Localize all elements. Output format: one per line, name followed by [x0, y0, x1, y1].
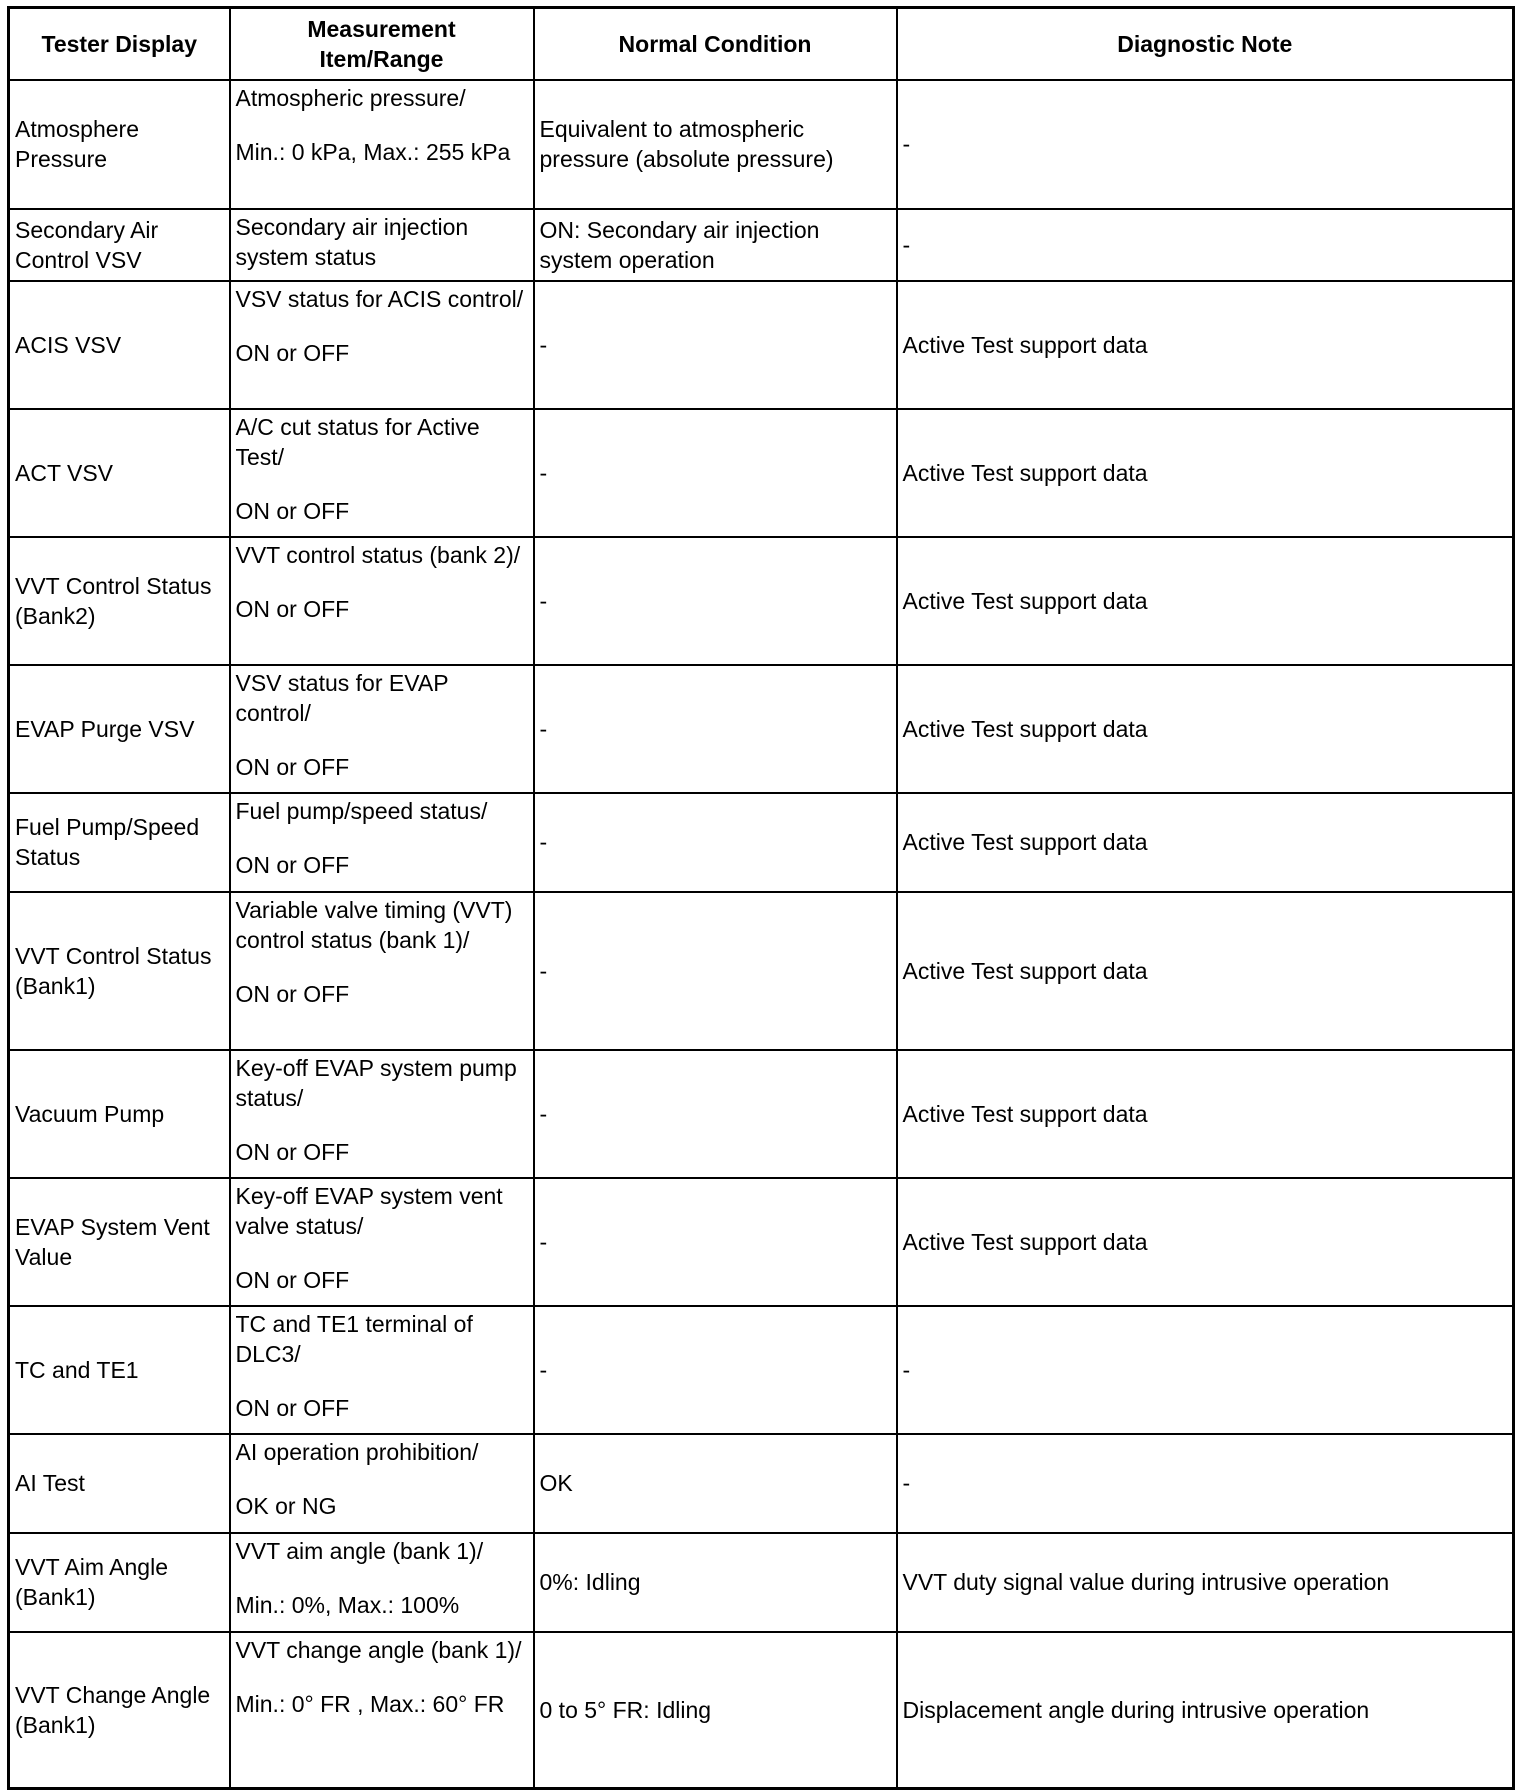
cell-diagnostic-note: -: [897, 1306, 1514, 1434]
measurement-item: VVT control status (bank 2)/: [235, 541, 521, 568]
cell-tester-display: EVAP System Vent Value: [9, 1178, 230, 1306]
measurement-range: Min.: 0%, Max.: 100%: [235, 1591, 460, 1618]
cell-diagnostic-note: Active Test support data: [897, 281, 1514, 409]
diagnostic-data-table: [7, 6, 1515, 1790]
cell-measurement-item-range: [230, 80, 534, 209]
measurement-item: VSV status for EVAP control/: [235, 669, 449, 726]
cell-measurement-item-range: [230, 409, 534, 537]
table-row: [9, 281, 1514, 409]
cell-measurement-item-range: [230, 1632, 534, 1789]
cell-measurement-item-range: [230, 537, 534, 665]
cell-tester-display: EVAP Purge VSV: [9, 665, 230, 793]
cell-normal-condition: -: [534, 537, 897, 665]
cell-tester-display: Atmosphere Pressure: [9, 80, 230, 209]
cell-diagnostic-note: -: [897, 209, 1514, 281]
cell-diagnostic-note: Active Test support data: [897, 537, 1514, 665]
cell-tester-display: ACT VSV: [9, 409, 230, 537]
measurement-item: AI operation prohibition/: [235, 1438, 479, 1465]
measurement-item: VVT change angle (bank 1)/: [235, 1636, 522, 1663]
cell-tester-display: VVT Change Angle (Bank1): [9, 1632, 230, 1789]
measurement-item: Secondary air injection system status: [235, 213, 469, 270]
measurement-range: ON or OFF: [235, 339, 350, 366]
measurement-range: ON or OFF: [235, 851, 350, 878]
cell-measurement-item-range: [230, 892, 534, 1050]
table-row: [9, 892, 1514, 1050]
measurement-range: ON or OFF: [235, 1266, 350, 1293]
cell-diagnostic-note: Displacement angle during intrusive operation: [897, 1632, 1514, 1789]
measurement-item: Fuel pump/speed status/: [235, 797, 488, 824]
cell-measurement-item-range: [230, 665, 534, 793]
cell-tester-display: ACIS VSV: [9, 281, 230, 409]
table-row: [9, 1632, 1514, 1789]
cell-normal-condition: -: [534, 892, 897, 1050]
measurement-range: ON or OFF: [235, 1394, 350, 1421]
cell-measurement-item-range: [230, 1178, 534, 1306]
cell-measurement-item-range: [230, 1306, 534, 1434]
table-row: [9, 537, 1514, 665]
cell-normal-condition: -: [534, 1050, 897, 1178]
cell-tester-display: VVT Aim Angle (Bank1): [9, 1533, 230, 1632]
header-normal-condition: Normal Condition: [534, 8, 897, 80]
cell-diagnostic-note: Active Test support data: [897, 665, 1514, 793]
cell-measurement-item-range: [230, 281, 534, 409]
cell-normal-condition: -: [534, 1178, 897, 1306]
measurement-item: VSV status for ACIS control/: [235, 285, 524, 312]
cell-diagnostic-note: Active Test support data: [897, 793, 1514, 892]
cell-normal-condition: -: [534, 281, 897, 409]
measurement-item: VVT aim angle (bank 1)/: [235, 1537, 484, 1564]
header-row: [9, 8, 1514, 80]
cell-tester-display: Vacuum Pump: [9, 1050, 230, 1178]
cell-diagnostic-note: VVT duty signal value during intrusive operation: [897, 1533, 1514, 1632]
cell-normal-condition: -: [534, 1306, 897, 1434]
header-measurement-item-range: Measurement Item/Range: [230, 8, 534, 80]
cell-measurement-item-range: [230, 1533, 534, 1632]
cell-diagnostic-note: Active Test support data: [897, 1178, 1514, 1306]
cell-tester-display: Secondary Air Control VSV: [9, 209, 230, 281]
cell-diagnostic-note: Active Test support data: [897, 409, 1514, 537]
measurement-range: ON or OFF: [235, 595, 350, 622]
measurement-item: Key-off EVAP system vent valve status/: [235, 1182, 503, 1239]
table-row: [9, 665, 1514, 793]
table-row: [9, 793, 1514, 892]
cell-diagnostic-note: -: [897, 80, 1514, 209]
cell-normal-condition: -: [534, 665, 897, 793]
measurement-range: Min.: 0° FR , Max.: 60° FR: [235, 1690, 505, 1717]
measurement-range: OK or NG: [235, 1492, 337, 1519]
measurement-range: ON or OFF: [235, 1138, 350, 1165]
measurement-item: Key-off EVAP system pump status/: [235, 1054, 517, 1111]
cell-tester-display: VVT Control Status (Bank2): [9, 537, 230, 665]
cell-measurement-item-range: [230, 793, 534, 892]
table-row: [9, 80, 1514, 209]
measurement-range: ON or OFF: [235, 753, 350, 780]
measurement-item: Variable valve timing (VVT) control status (bank 1)/: [235, 896, 513, 953]
table-row: [9, 409, 1514, 537]
measurement-range: Min.: 0 kPa, Max.: 255 kPa: [235, 138, 511, 165]
cell-diagnostic-note: Active Test support data: [897, 1050, 1514, 1178]
table-row: [9, 1434, 1514, 1533]
cell-normal-condition: 0 to 5° FR: Idling: [534, 1632, 897, 1789]
cell-normal-condition: -: [534, 409, 897, 537]
cell-tester-display: AI Test: [9, 1434, 230, 1533]
cell-normal-condition: Equivalent to atmospheric pressure (absolute pressure): [534, 80, 897, 209]
cell-normal-condition: OK: [534, 1434, 897, 1533]
cell-diagnostic-note: -: [897, 1434, 1514, 1533]
header-diagnostic-note: Diagnostic Note: [897, 8, 1514, 80]
cell-normal-condition: ON: Secondary air injection system operation: [534, 209, 897, 281]
cell-diagnostic-note: Active Test support data: [897, 892, 1514, 1050]
cell-tester-display: TC and TE1: [9, 1306, 230, 1434]
cell-tester-display: Fuel Pump/Speed Status: [9, 793, 230, 892]
cell-measurement-item-range: [230, 1434, 534, 1533]
cell-normal-condition: -: [534, 793, 897, 892]
measurement-item: Atmospheric pressure/: [235, 84, 466, 111]
cell-normal-condition: 0%: Idling: [534, 1533, 897, 1632]
table-row: [9, 1306, 1514, 1434]
cell-measurement-item-range: [230, 1050, 534, 1178]
table-row: [9, 1050, 1514, 1178]
measurement-item: A/C cut status for Active Test/: [235, 413, 480, 470]
table-row: [9, 1178, 1514, 1306]
measurement-range: ON or OFF: [235, 497, 350, 524]
measurement-range: ON or OFF: [235, 980, 350, 1007]
cell-measurement-item-range: [230, 209, 534, 281]
cell-tester-display: VVT Control Status (Bank1): [9, 892, 230, 1050]
table-row: [9, 209, 1514, 281]
measurement-item: TC and TE1 terminal of DLC3/: [235, 1310, 473, 1367]
table-row: [9, 1533, 1514, 1632]
header-tester-display: Tester Display: [9, 8, 230, 80]
